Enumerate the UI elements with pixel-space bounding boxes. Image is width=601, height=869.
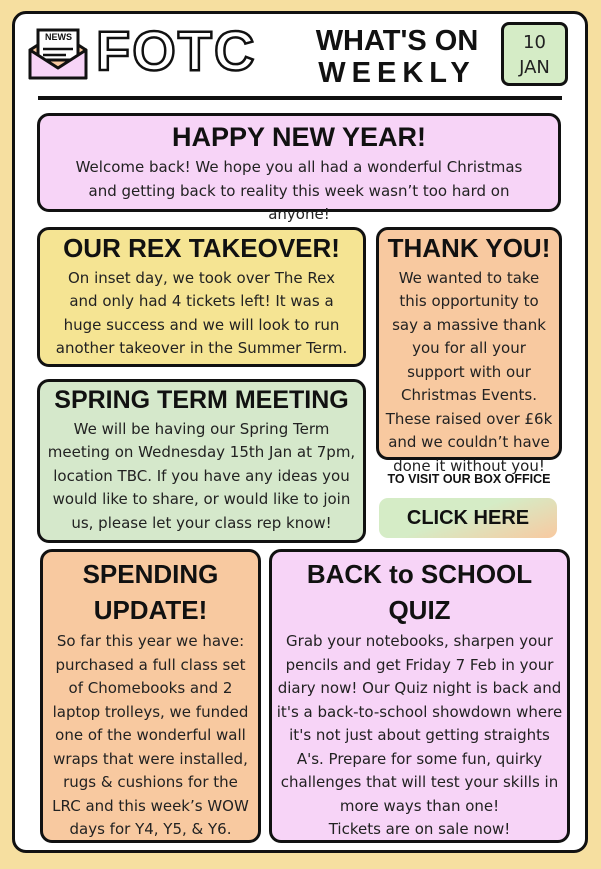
date-month: JAN [519, 57, 550, 78]
quiz-footer: Tickets are on sale now! [328, 820, 511, 838]
box-office-label: TO VISIT OUR BOX OFFICE [387, 472, 551, 486]
date-day: 10 [523, 32, 546, 53]
thank-you-box [376, 227, 562, 475]
news-icon-label: NEWS [45, 32, 72, 42]
quiz-body: Grab your notebooks, sharpen your pencils and get Friday 7 Feb in your diary now! Our Quiz night is back and it's a back-to-school showdown where it's not just about getting straights A's. Prepare for some fun, quirky challenges that will test your skills in more ways than one! [276, 632, 563, 815]
spring-meeting-body: We will be having our Spring Term meeting on Wednesday 15th Jan at 7pm, location TBC. If you have any ideas you would like to share, or would like to join us, please let your class rep know! [47, 419, 356, 532]
thank-you-body: We wanted to take this opportunity to say a massive thank you for all your support with our Christmas Events. These raised over £6k and we couldn’t have done it without you! [385, 268, 553, 475]
happy-new-year-title: HAPPY NEW YEAR! [171, 122, 427, 152]
rex-takeover-box [37, 227, 366, 367]
news-envelope-icon [26, 26, 90, 82]
rex-takeover-body: On inset day, we took over The Rex and only had 4 tickets left! It was a huge success and we will look to run another takeover in the Summer Term. [55, 268, 348, 358]
spending-title-line2: UPDATE! [93, 595, 208, 625]
header-divider [38, 96, 562, 100]
spending-title-line1: SPENDING [82, 559, 219, 589]
click-here-label[interactable]: CLICK HERE [406, 507, 530, 529]
date-badge [501, 22, 568, 86]
thank-you-title: THANK YOU! [387, 233, 551, 263]
happy-new-year-box [37, 113, 561, 224]
spring-meeting-box [37, 379, 366, 543]
spending-body: So far this year we have: purchased a full class set of Chomebooks and 2 laptop trolleys, we funded one of the wonderful wall wraps that were installed, rugs & cushions for the LRC and this week’s WOW days for Y4, Y5, & Y6. [52, 632, 249, 838]
quiz-title-line1: BACK to SCHOOL [306, 559, 533, 589]
spending-update-box [40, 549, 261, 843]
page-title-line1: WHAT'S ON [315, 25, 479, 57]
rex-takeover-title: OUR REX TAKEOVER! [63, 233, 340, 263]
spring-meeting-title: SPRING TERM MEETING [54, 386, 349, 414]
click-here-button[interactable] [379, 498, 557, 538]
quiz-title-line2: QUIZ [388, 595, 451, 625]
brand-logo: FOTC [96, 19, 257, 82]
page-title-line2: WEEKLY [318, 57, 476, 89]
happy-new-year-body: Welcome back! We hope you all had a wonderful Christmas and getting back to reality this week wasn’t too hard on anyone! [75, 158, 523, 224]
quiz-box [269, 549, 570, 843]
